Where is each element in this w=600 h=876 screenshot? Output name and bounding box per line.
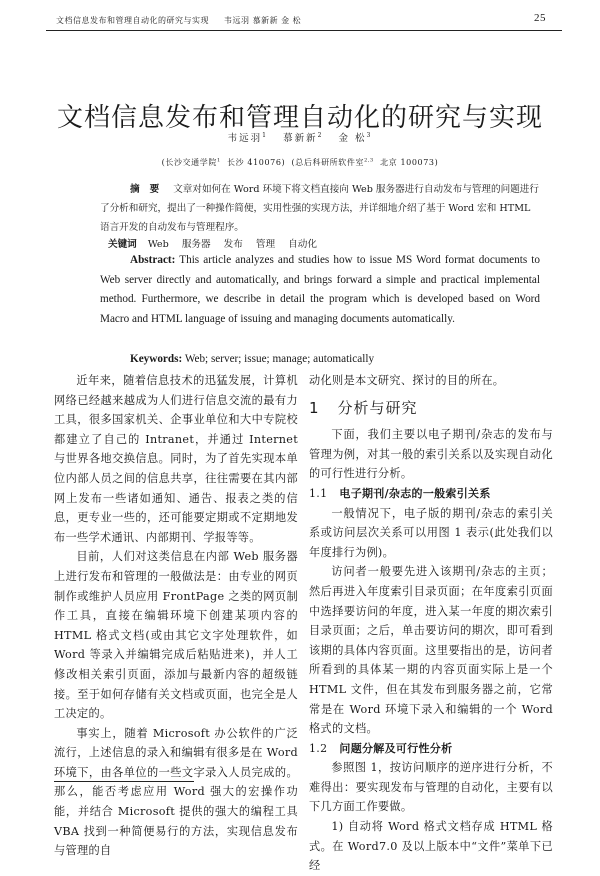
english-abstract bbox=[100, 251, 540, 329]
subsection-heading: 1.2 问题分解及可行性分析 bbox=[309, 741, 453, 755]
body-paragraph: 近年来，随着信息技术的迅猛发展，计算机网络已经越来越成为人们进行信息交流的最有力工具，很多国家机关、企事业单位和大中专院校都建立了自己的 Intranet，并通过 Internet 与世界各地交换信息。同时，为了首先实现本单位内部人员之间的信息共享，往往需要在其内部网上发布一些诸如通知、通告、报表之类的信息，更专业一些的，还可能要定期或不定期地发布一些学术通讯、内部期刊、学报等等。 bbox=[54, 374, 298, 544]
running-head-title: 文档信息发布和管理自动化的研究与实现 bbox=[56, 16, 209, 25]
abstract-label: 摘要 bbox=[130, 184, 170, 195]
keyword: Web bbox=[147, 239, 169, 250]
author: 金 松$^3$ bbox=[338, 131, 373, 144]
body-paragraph: 访问者一般要先进入该期刊/杂志的主页；然后再进入年度索引目录页面；在年度索引页面中选择要访问的年度，进入某一年度的期次索引目录页面；之后，单击要访问的期次，即可看到该期的具体内容页面。这里要指出的是，访问者所看到的具体某一期的内容页面实际上是一个 HTML 文件，但在其发布到服务器之前，它常常是在 Word 环境下录入和编辑的一个 Word 格式的文档。 bbox=[309, 565, 553, 736]
keyword: 管理 bbox=[255, 239, 276, 250]
english-abstract-text: This article analyzes and studies how to issue MS Word format documents to Web server directly and automatically, and brings forward a simple and practical implemental method. Furthermore, we describe in detail the program which is developed based on Word Macro and HTML language of issuing and managing documents automatically. bbox=[100, 254, 540, 325]
keyword: 发布 bbox=[223, 239, 243, 250]
body-paragraph: 下面，我们主要以电子期刊/杂志的发布与管理为例，对其一般的索引关系以及实现自动化的可行性进行分析。 bbox=[309, 428, 553, 481]
keywords-label: 关键词 bbox=[108, 239, 137, 250]
author-list bbox=[0, 130, 600, 144]
chinese-abstract bbox=[100, 180, 540, 237]
running-head bbox=[46, 12, 562, 30]
header-rule bbox=[46, 30, 562, 31]
body-column-left bbox=[54, 371, 298, 861]
affiliations: (长沙交通学院$^1$ 长沙 410076) (总后科研所软件室$^{2,3}$ 北京 100073) bbox=[161, 157, 439, 167]
author: 慕新新$^2$ bbox=[283, 131, 324, 144]
body-paragraph: 参照图 1，按访问顺序的逆序进行分析，不难得出：要实现发布与管理的自动化，主要有以下几方面工作要做。 bbox=[309, 761, 553, 814]
paper-title: 文档信息发布和管理自动化的研究与实现 bbox=[56, 103, 543, 134]
page-number: 25 bbox=[534, 12, 546, 24]
english-keywords-text: Web; server; issue; manage; automatically bbox=[184, 353, 375, 365]
subsection-heading: 1.1 电子期刊/杂志的一般索引关系 bbox=[309, 486, 491, 500]
body-column-right bbox=[309, 371, 553, 876]
body-paragraph: 1) 自动将 Word 格式文档存成 HTML 格式。在 Word7.0 及以上版本中“文件”菜单下已经 bbox=[309, 820, 553, 873]
english-abstract-label: Abstract: bbox=[130, 254, 176, 266]
section-heading: 1 分析与研究 bbox=[309, 398, 418, 417]
body-paragraph-continuation: 动化则是本文研究、探讨的目的所在。 bbox=[309, 374, 505, 387]
footnote-rule bbox=[54, 781, 194, 782]
keyword: 自动化 bbox=[288, 239, 317, 250]
body-paragraph: 目前，人们对这类信息在内部 Web 服务器上进行发布和管理的一般做法是：由专业的网页制作或维护人员应用 FrontPage 之类的网页制作工具，直接在编辑环境下创建某项内容的 HTML 格式文档(或由其它文字处理软件，如 Word 等录入并编辑完成后粘贴进来)，并人工修改相关索引页面，添加与最新内容的超级链接。至于如何存储有关文档或页面，也完全是人工决定的。 bbox=[54, 550, 298, 721]
body-paragraph: 一般情况下，电子版的期刊/杂志的索引关系或访问层次关系可以用图 1 表示(此处我们以年度排行为例)。 bbox=[309, 506, 553, 559]
running-head-left bbox=[56, 15, 301, 26]
english-keywords-label: Keywords: bbox=[130, 353, 183, 365]
abstract-text: 文章对如何在 Word 环境下将文档直接向 Web 服务器进行自动发布与管理的问题进行了分析和研究，提出了一种操作简便，实用性强的实现方法，并详细地介绍了基于 Word 宏和 HTML 语言开发的自动发布与管理程序。 bbox=[100, 184, 539, 233]
body-paragraph: 事实上，随着 Microsoft 办公软件的广泛流行，上述信息的录入和编辑有很多是在 Word 环境下，由各单位的一些文字录入人员完成的。那么，能否考虑应用 Word 强大的宏操作功能，并结合 Microsoft 提供的强大的编程工具 VBA 找到一种简便易行的方法，实现信息发布与管理的自 bbox=[54, 726, 298, 858]
author: 韦远羽$^1$ bbox=[227, 131, 268, 144]
english-keywords bbox=[100, 350, 540, 369]
running-head-authors: 韦远羽 慕新新 金 松 bbox=[224, 16, 302, 25]
keyword: 服务器 bbox=[181, 239, 211, 250]
